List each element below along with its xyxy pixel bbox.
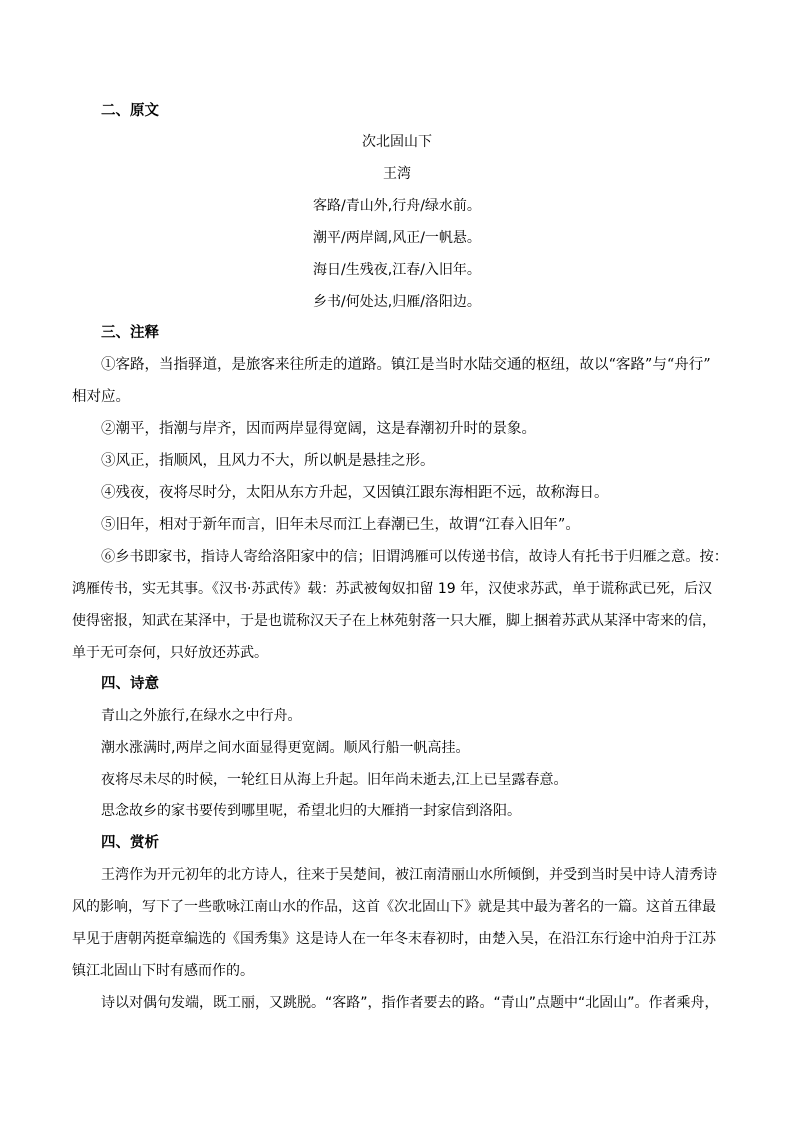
poem-line: 乡书/何处达,归雁/洛阳边。: [313, 294, 481, 310]
poem-line: 客路/青山外,行舟/绿水前。: [313, 198, 481, 214]
appreciation-line: 风的影响，写下了一些歌咏江南山水的作品，这首《次北固山下》就是其中最为著名的一篇。这首五律最: [72, 899, 716, 915]
appreciation-line: 王湾作为开元初年的北方诗人，往来于吴楚间，被江南清丽山水所倾倒，并受到当时吴中诗人清秀诗: [101, 867, 717, 883]
meaning-line: 思念故乡的家书要传到哪里呢，希望北归的大雁捎一封家信到洛阳。: [101, 803, 521, 819]
poem-author: 王湾: [383, 166, 411, 182]
poem-title: 次北固山下: [362, 134, 432, 150]
meaning-line: 夜将尽未尽的时候，一轮红日从海上升起。旧年尚未逝去,江上已呈露春意。: [101, 772, 568, 788]
note-line: 相对应。: [72, 389, 130, 405]
appreciation-line: 早见于唐朝芮挺章编选的《国秀集》这是诗人在一年冬末春初时，由楚入吴，在沿江东行途中泊舟于江苏: [72, 931, 716, 947]
note-line: ③风正，指顺风，且风力不大，所以帆是悬挂之形。: [101, 453, 435, 469]
section-heading-original: 二、原文: [101, 103, 159, 119]
section-heading-notes: 三、注释: [101, 325, 159, 341]
poem-line: 潮平/两岸阔,风正/一帆悬。: [313, 230, 481, 246]
section-heading-appreciation: 四、赏析: [101, 835, 159, 851]
note-line: 使得密报，知武在某泽中，于是也谎称汉天子在上林苑射落一只大雁，脚上捆着苏武从某泽中寄来的信，: [72, 613, 716, 629]
note-line: ②潮平，指潮与岸齐，因而两岸显得宽阔，这是春潮初升时的景象。: [101, 421, 536, 437]
note-line: ⑤旧年，相对于新年而言，旧年未尽而江上春潮已生，故谓“江春入旧年”。: [101, 517, 580, 533]
note-line: ①客路，当指驿道，是旅客来往所走的道路。镇江是当时水陆交通的枢纽，故以“客路”与“舟行”: [101, 357, 711, 373]
note-line: 单于无可奈何，只好放还苏武。: [72, 645, 268, 661]
section-heading-meaning: 四、诗意: [101, 676, 159, 692]
note-line: 鸿雁传书，实无其事。《汉书·苏武传》载：苏武被匈奴扣留 19 年，汉使求苏武，单于谎称武已死，后汉: [72, 581, 713, 597]
meaning-line: 潮水涨满时,两岸之间水面显得更宽阔。顺风行船一帆高挂。: [101, 740, 470, 756]
poem-line: 海日/生残夜,江春/入旧年。: [313, 262, 481, 278]
note-line: ⑥乡书即家书，指诗人寄给洛阳家中的信；旧谓鸿雁可以传递书信，故诗人有托书于归雁之意。按：: [101, 549, 729, 565]
note-line: ④残夜，夜将尽时分，太阳从东方升起，又因镇江跟东海相距不远，故称海日。: [101, 485, 609, 501]
appreciation-line: 诗以对偶句发端，既工丽，又跳脱。“客路”，指作者要去的路。“青山”点题中“北固山”。作者乘舟，: [101, 995, 719, 1011]
appreciation-line: 镇江北固山下时有感而作的。: [72, 963, 254, 979]
meaning-line: 青山之外旅行,在绿水之中行舟。: [101, 708, 302, 724]
